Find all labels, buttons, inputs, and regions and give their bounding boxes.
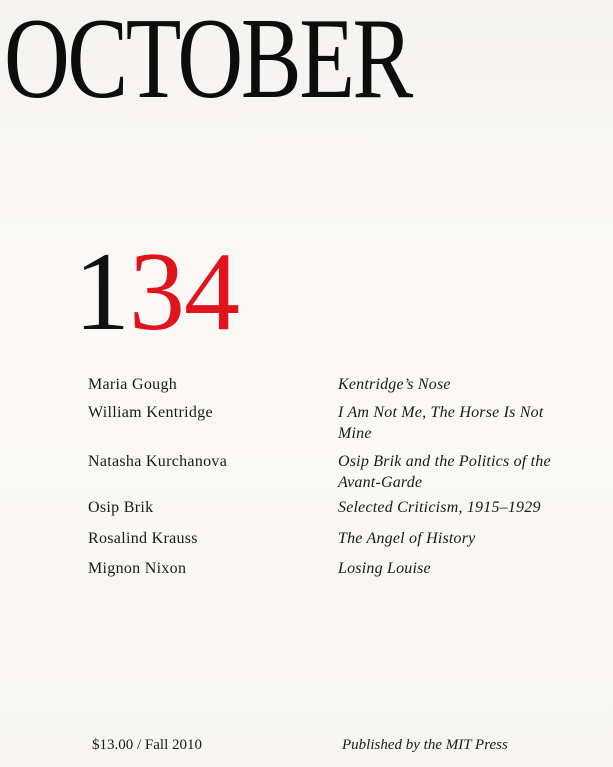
contents-title: I Am Not Me, The Horse Is Not Mine bbox=[338, 404, 544, 442]
issue-number-black-digit: 1 bbox=[74, 230, 129, 354]
contents-title: Osip Brik and the Politics of the Avant-Garde bbox=[338, 453, 551, 491]
contents-title: Losing Louise bbox=[338, 560, 431, 577]
contents-author: Natasha Kurchanova bbox=[88, 453, 228, 470]
contents-author: Mignon Nixon bbox=[88, 560, 187, 577]
publisher-line: Published by the MIT Press bbox=[342, 737, 508, 753]
issue-number bbox=[74, 230, 239, 354]
contents-author: Rosalind Krauss bbox=[88, 530, 198, 547]
issue-number-red-digits: 34 bbox=[129, 230, 239, 354]
contents-title: The Angel of History bbox=[338, 530, 476, 547]
contents-author: Maria Gough bbox=[88, 376, 178, 393]
contents-title: Selected Criticism, 1915–1929 bbox=[338, 499, 541, 516]
contents-author: William Kentridge bbox=[88, 404, 213, 421]
contents-title: Kentridge’s Nose bbox=[338, 376, 451, 393]
contents-author: Osip Brik bbox=[88, 499, 154, 516]
price-and-issue-date: $13.00 / Fall 2010 bbox=[92, 737, 203, 753]
masthead-title: OCTOBER bbox=[4, 0, 411, 123]
